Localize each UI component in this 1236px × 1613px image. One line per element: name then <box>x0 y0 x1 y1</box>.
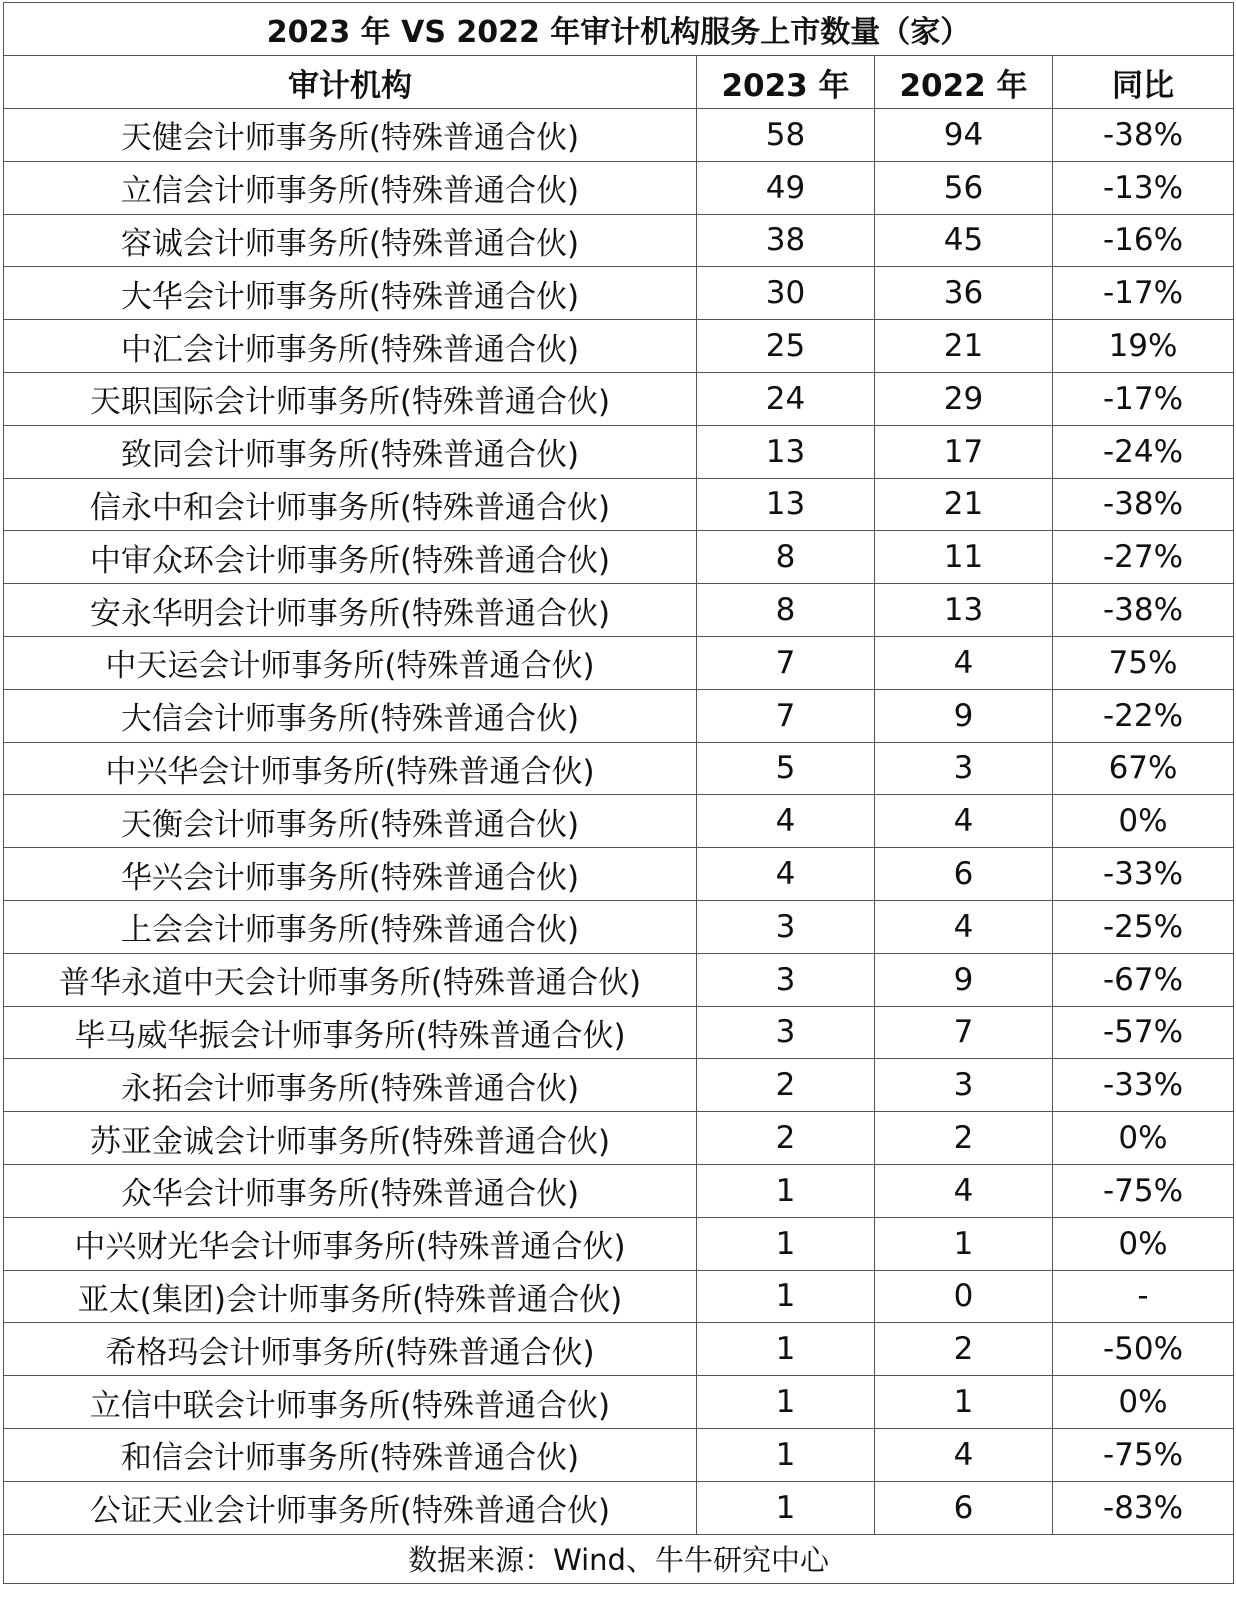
cell-yoy-change: -38% <box>1053 584 1234 637</box>
table-row <box>4 689 1234 742</box>
cell-yoy-change: -17% <box>1053 372 1234 425</box>
table-row <box>4 320 1234 373</box>
table-row <box>4 953 1234 1006</box>
cell-institution-name: 立信中联会计师事务所(特殊普通合伙) <box>4 1376 697 1429</box>
cell-2022-count: 36 <box>875 267 1053 320</box>
cell-2023-count: 2 <box>697 1112 875 1165</box>
cell-2022-count: 0 <box>875 1270 1053 1323</box>
cell-2023-count: 49 <box>697 161 875 214</box>
cell-2023-count: 13 <box>697 478 875 531</box>
cell-2023-count: 7 <box>697 636 875 689</box>
cell-2023-count: 1 <box>697 1428 875 1481</box>
cell-institution-name: 公证天业会计师事务所(特殊普通合伙) <box>4 1481 697 1534</box>
cell-yoy-change: -33% <box>1053 1059 1234 1112</box>
cell-2022-count: 4 <box>875 1428 1053 1481</box>
header-institution: 审计机构 <box>4 56 697 109</box>
table-row <box>4 1270 1234 1323</box>
table-row <box>4 372 1234 425</box>
table-row <box>4 1217 1234 1270</box>
cell-2022-count: 1 <box>875 1217 1053 1270</box>
cell-2023-count: 24 <box>697 372 875 425</box>
cell-yoy-change: -38% <box>1053 109 1234 162</box>
table-row <box>4 267 1234 320</box>
table-row <box>4 1059 1234 1112</box>
cell-2022-count: 21 <box>875 478 1053 531</box>
cell-2022-count: 11 <box>875 531 1053 584</box>
table-row <box>4 425 1234 478</box>
cell-institution-name: 容诚会计师事务所(特殊普通合伙) <box>4 214 697 267</box>
cell-2023-count: 38 <box>697 214 875 267</box>
cell-institution-name: 和信会计师事务所(特殊普通合伙) <box>4 1428 697 1481</box>
cell-yoy-change: -16% <box>1053 214 1234 267</box>
cell-2022-count: 9 <box>875 689 1053 742</box>
cell-yoy-change: -27% <box>1053 531 1234 584</box>
cell-yoy-change: -50% <box>1053 1323 1234 1376</box>
cell-institution-name: 天健会计师事务所(特殊普通合伙) <box>4 109 697 162</box>
cell-2023-count: 25 <box>697 320 875 373</box>
cell-yoy-change: -33% <box>1053 848 1234 901</box>
cell-2023-count: 7 <box>697 689 875 742</box>
table-row <box>4 214 1234 267</box>
table-row <box>4 1376 1234 1429</box>
table-row <box>4 478 1234 531</box>
cell-yoy-change: -13% <box>1053 161 1234 214</box>
cell-institution-name: 天职国际会计师事务所(特殊普通合伙) <box>4 372 697 425</box>
cell-2023-count: 1 <box>697 1164 875 1217</box>
table-row <box>4 742 1234 795</box>
cell-yoy-change: -75% <box>1053 1164 1234 1217</box>
cell-2023-count: 1 <box>697 1270 875 1323</box>
cell-yoy-change: -38% <box>1053 478 1234 531</box>
cell-2023-count: 5 <box>697 742 875 795</box>
table-row <box>4 531 1234 584</box>
cell-institution-name: 毕马威华振会计师事务所(特殊普通合伙) <box>4 1006 697 1059</box>
table-row <box>4 1006 1234 1059</box>
cell-2023-count: 3 <box>697 900 875 953</box>
cell-2022-count: 56 <box>875 161 1053 214</box>
cell-2023-count: 30 <box>697 267 875 320</box>
cell-2023-count: 4 <box>697 848 875 901</box>
cell-yoy-change: -75% <box>1053 1428 1234 1481</box>
cell-2022-count: 29 <box>875 372 1053 425</box>
cell-yoy-change: 0% <box>1053 1376 1234 1429</box>
cell-2023-count: 1 <box>697 1376 875 1429</box>
audit-institution-table <box>3 2 1234 1584</box>
cell-2022-count: 3 <box>875 1059 1053 1112</box>
cell-yoy-change: -83% <box>1053 1481 1234 1534</box>
cell-institution-name: 永拓会计师事务所(特殊普通合伙) <box>4 1059 697 1112</box>
cell-2023-count: 1 <box>697 1481 875 1534</box>
cell-institution-name: 大华会计师事务所(特殊普通合伙) <box>4 267 697 320</box>
cell-2022-count: 4 <box>875 795 1053 848</box>
table-title-row <box>4 3 1234 56</box>
table-body <box>4 109 1234 1535</box>
cell-institution-name: 天衡会计师事务所(特殊普通合伙) <box>4 795 697 848</box>
cell-2022-count: 9 <box>875 953 1053 1006</box>
cell-2022-count: 6 <box>875 848 1053 901</box>
cell-2023-count: 13 <box>697 425 875 478</box>
cell-institution-name: 中汇会计师事务所(特殊普通合伙) <box>4 320 697 373</box>
cell-institution-name: 上会会计师事务所(特殊普通合伙) <box>4 900 697 953</box>
table-row <box>4 636 1234 689</box>
header-2023: 2023 年 <box>697 56 875 109</box>
table-row <box>4 1164 1234 1217</box>
header-2022: 2022 年 <box>875 56 1053 109</box>
cell-yoy-change: -25% <box>1053 900 1234 953</box>
table-header-row <box>4 56 1234 109</box>
cell-yoy-change: -17% <box>1053 267 1234 320</box>
cell-institution-name: 大信会计师事务所(特殊普通合伙) <box>4 689 697 742</box>
cell-institution-name: 苏亚金诚会计师事务所(特殊普通合伙) <box>4 1112 697 1165</box>
cell-institution-name: 安永华明会计师事务所(特殊普通合伙) <box>4 584 697 637</box>
cell-institution-name: 信永中和会计师事务所(特殊普通合伙) <box>4 478 697 531</box>
cell-yoy-change: -22% <box>1053 689 1234 742</box>
cell-institution-name: 华兴会计师事务所(特殊普通合伙) <box>4 848 697 901</box>
cell-institution-name: 中审众环会计师事务所(特殊普通合伙) <box>4 531 697 584</box>
table-row <box>4 848 1234 901</box>
table-row <box>4 1112 1234 1165</box>
cell-institution-name: 中天运会计师事务所(特殊普通合伙) <box>4 636 697 689</box>
table-row <box>4 161 1234 214</box>
cell-institution-name: 致同会计师事务所(特殊普通合伙) <box>4 425 697 478</box>
table-row <box>4 795 1234 848</box>
cell-2022-count: 45 <box>875 214 1053 267</box>
cell-2022-count: 3 <box>875 742 1053 795</box>
cell-2022-count: 17 <box>875 425 1053 478</box>
cell-institution-name: 中兴财光华会计师事务所(特殊普通合伙) <box>4 1217 697 1270</box>
cell-yoy-change: 67% <box>1053 742 1234 795</box>
cell-institution-name: 希格玛会计师事务所(特殊普通合伙) <box>4 1323 697 1376</box>
cell-yoy-change: -67% <box>1053 953 1234 1006</box>
source-note: 数据来源：Wind、牛牛研究中心 <box>4 1534 1234 1583</box>
cell-2023-count: 4 <box>697 795 875 848</box>
audit-table-sheet <box>3 2 1233 1584</box>
cell-2022-count: 1 <box>875 1376 1053 1429</box>
cell-2023-count: 8 <box>697 531 875 584</box>
cell-institution-name: 亚太(集团)会计师事务所(特殊普通合伙) <box>4 1270 697 1323</box>
cell-yoy-change: 0% <box>1053 1112 1234 1165</box>
cell-2023-count: 2 <box>697 1059 875 1112</box>
table-row <box>4 1323 1234 1376</box>
cell-2022-count: 2 <box>875 1112 1053 1165</box>
cell-2023-count: 8 <box>697 584 875 637</box>
cell-2023-count: 3 <box>697 1006 875 1059</box>
cell-yoy-change: 0% <box>1053 795 1234 848</box>
table-row <box>4 900 1234 953</box>
cell-2023-count: 1 <box>697 1217 875 1270</box>
cell-2022-count: 21 <box>875 320 1053 373</box>
cell-yoy-change: -57% <box>1053 1006 1234 1059</box>
cell-yoy-change: - <box>1053 1270 1234 1323</box>
cell-2022-count: 4 <box>875 636 1053 689</box>
cell-2022-count: 7 <box>875 1006 1053 1059</box>
table-title: 2023 年 VS 2022 年审计机构服务上市数量（家） <box>4 3 1234 56</box>
cell-2022-count: 6 <box>875 1481 1053 1534</box>
cell-institution-name: 立信会计师事务所(特殊普通合伙) <box>4 161 697 214</box>
cell-2022-count: 4 <box>875 900 1053 953</box>
cell-institution-name: 中兴华会计师事务所(特殊普通合伙) <box>4 742 697 795</box>
cell-yoy-change: 0% <box>1053 1217 1234 1270</box>
cell-2023-count: 58 <box>697 109 875 162</box>
cell-yoy-change: 75% <box>1053 636 1234 689</box>
cell-2023-count: 1 <box>697 1323 875 1376</box>
table-row <box>4 109 1234 162</box>
table-row <box>4 1428 1234 1481</box>
cell-2022-count: 2 <box>875 1323 1053 1376</box>
header-yoy: 同比 <box>1053 56 1234 109</box>
cell-yoy-change: 19% <box>1053 320 1234 373</box>
cell-2022-count: 13 <box>875 584 1053 637</box>
cell-2023-count: 3 <box>697 953 875 1006</box>
source-row <box>4 1534 1234 1583</box>
table-row <box>4 1481 1234 1534</box>
cell-yoy-change: -24% <box>1053 425 1234 478</box>
cell-2022-count: 4 <box>875 1164 1053 1217</box>
cell-institution-name: 众华会计师事务所(特殊普通合伙) <box>4 1164 697 1217</box>
table-row <box>4 584 1234 637</box>
cell-institution-name: 普华永道中天会计师事务所(特殊普通合伙) <box>4 953 697 1006</box>
cell-2022-count: 94 <box>875 109 1053 162</box>
